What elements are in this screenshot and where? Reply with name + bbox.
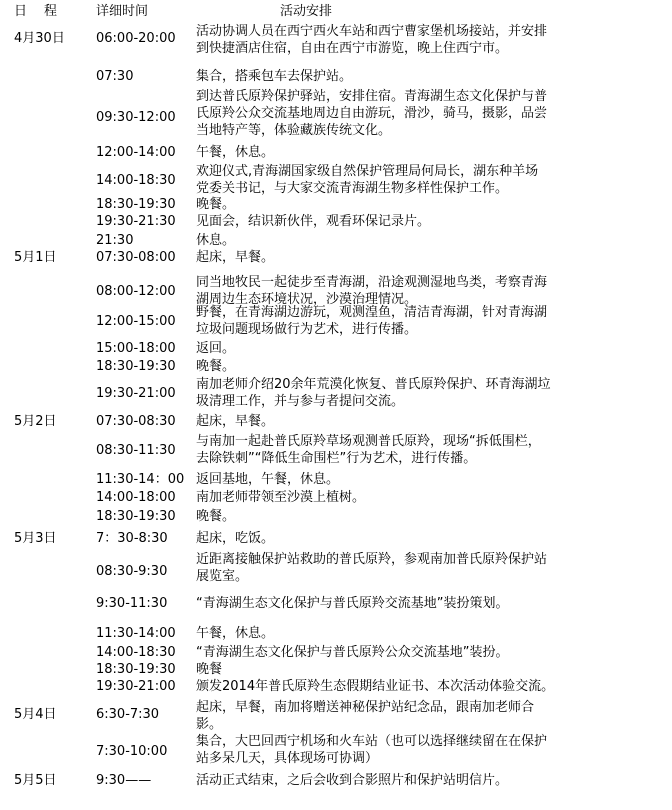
time-slot: 18:30-19:30 <box>96 197 176 212</box>
activity-line: 起床，早餐。 <box>196 250 275 265</box>
activity-line: 晚餐 <box>196 662 223 677</box>
activity-line: 南加老师介绍20余年荒漠化恢复、普氏原羚保护、环青海湖垃 <box>196 377 551 392</box>
time-slot: 19:30-21:00 <box>96 386 176 401</box>
day-label: 5月4日 <box>14 707 57 722</box>
time-slot: 12:00-14:00 <box>96 145 176 160</box>
activity-line: 午餐，休息。 <box>196 145 275 160</box>
activity-line: 晚餐。 <box>196 509 236 524</box>
activity-line: 同当地牧民一起徒步至青海湖，沿途观测湿地鸟类，考察青海 <box>196 275 548 290</box>
activity-line: 集合，搭乘包车去保护站。 <box>196 69 353 84</box>
activity-line: “青海湖生态文化保护与普氏原羚公众交流基地”装扮。 <box>196 645 509 660</box>
time-slot: 15:00-18:00 <box>96 341 176 356</box>
activity-line: 野餐，在青海湖边游玩，观测湟鱼，清洁青海湖，针对青海湖 <box>196 305 548 320</box>
time-slot: 9:30—— <box>96 773 152 788</box>
day-label: 5月5日 <box>14 773 57 788</box>
activity-line: 南加老师带领至沙漠上植树。 <box>196 490 366 505</box>
activity-line: 影。 <box>196 717 223 732</box>
activity-line: 活动协调人员在西宁西火车站和西宁曹家堡机场接站，并安排 <box>196 24 548 39</box>
time-slot: 07:30-08:30 <box>96 414 176 429</box>
time-slot: 07:30-08:00 <box>96 250 176 265</box>
activity-line: 氏原羚公众交流基地周边自由游玩，滑沙，骑马，摄影，品尝 <box>196 106 548 121</box>
activity-line: 颁发2014年普氏原羚生态假期结业证书、本次活动体验交流。 <box>196 679 555 694</box>
time-slot: 08:30-11:30 <box>96 443 176 458</box>
time-slot: 9:30-11:30 <box>96 596 168 611</box>
time-slot: 18:30-19:30 <box>96 359 176 374</box>
time-slot: 18:30-19:30 <box>96 662 176 677</box>
time-slot: 08:30-9:30 <box>96 564 168 579</box>
activity-line: 党委关书记，与大家交流青海湖生物多样性保护工作。 <box>196 181 509 196</box>
time-slot: 06:00-20:00 <box>96 31 176 46</box>
activity-line: 活动正式结束，之后会收到合影照片和保护站明信片。 <box>196 773 509 788</box>
activity-line: 垃圾问题现场做行为艺术，进行传播。 <box>196 322 418 337</box>
time-slot: 6:30-7:30 <box>96 707 160 722</box>
activity-line: 欢迎仪式,青海湖国家级自然保护管理局何局长，湖东种羊场 <box>196 164 539 179</box>
time-slot: 08:00-12:00 <box>96 284 176 299</box>
activity-line: 见面会，结识新伙伴，观看环保记录片。 <box>196 214 431 229</box>
activity-line: 起床，早餐，南加将赠送神秘保护站纪念品，跟南加老师合 <box>196 700 535 715</box>
activity-line: 湖周边生态环境状况，沙漠治理情况。 <box>196 292 418 307</box>
activity-line: 站多呆几天，具体现场可协调） <box>196 751 379 766</box>
time-slot: 14:00-18:30 <box>96 645 176 660</box>
day-label: 5月2日 <box>14 414 57 429</box>
time-slot: 14:00-18:30 <box>96 173 176 188</box>
time-slot: 19:30-21:00 <box>96 679 176 694</box>
time-slot: 07:30 <box>96 69 134 84</box>
time-slot: 14:00-18:00 <box>96 490 176 505</box>
day-label: 4月30日 <box>14 31 65 46</box>
time-slot: 11:30-14:00 <box>96 626 176 641</box>
activity-line: 近距离接触保护站救助的普氏原羚，参观南加普氏原羚保护站 <box>196 552 548 567</box>
activity-line: 到达普氏原羚保护驿站，安排住宿。青海湖生态文化保护与普 <box>196 89 548 104</box>
activity-line: 展览室。 <box>196 569 249 584</box>
header-time: 详细时间 <box>96 4 149 19</box>
activity-line: 起床，早餐。 <box>196 414 275 429</box>
activity-line: 晚餐。 <box>196 359 236 374</box>
activity-line: 与南加一起赴普氏原羚草场观测普氏原羚，现场“拆低围栏， <box>196 434 541 449</box>
day-label: 5月3日 <box>14 531 57 546</box>
time-slot: 09:30-12:00 <box>96 110 176 125</box>
time-slot: 19:30-21:30 <box>96 214 176 229</box>
time-slot: 11:30-14：00 <box>96 472 185 487</box>
activity-line: 起床，吃饭。 <box>196 531 275 546</box>
time-slot: 7：30-8:30 <box>96 531 168 546</box>
activity-line: 集合，大巴回西宁机场和火车站（也可以选择继续留在在保护 <box>196 734 548 749</box>
activity-line: 圾清理工作，并与参与者提问交流。 <box>196 394 405 409</box>
header-activity: 活动安排 <box>280 4 333 19</box>
activity-line: 休息。 <box>196 233 236 248</box>
activity-line: 午餐，休息。 <box>196 626 275 641</box>
activity-line: 去除铁刺”“降低生命围栏”行为艺术，进行传播。 <box>196 451 477 466</box>
time-slot: 12:00-15:00 <box>96 314 176 329</box>
time-slot: 18:30-19:30 <box>96 509 176 524</box>
activity-line: 当地特产等，体验藏族传统文化。 <box>196 123 392 138</box>
activity-line: “青海湖生态文化保护与普氏原羚交流基地”装扮策划。 <box>196 596 509 611</box>
time-slot: 7:30-10:00 <box>96 744 168 759</box>
activity-line: 晚餐。 <box>196 197 236 212</box>
header-date: 日 程 <box>14 4 60 19</box>
activity-line: 返回基地，午餐，休息。 <box>196 472 340 487</box>
time-slot: 21:30 <box>96 233 134 248</box>
activity-line: 返回。 <box>196 341 236 356</box>
day-label: 5月1日 <box>14 250 57 265</box>
activity-line: 到快捷酒店住宿，自由在西宁市游览，晚上住西宁市。 <box>196 41 509 56</box>
